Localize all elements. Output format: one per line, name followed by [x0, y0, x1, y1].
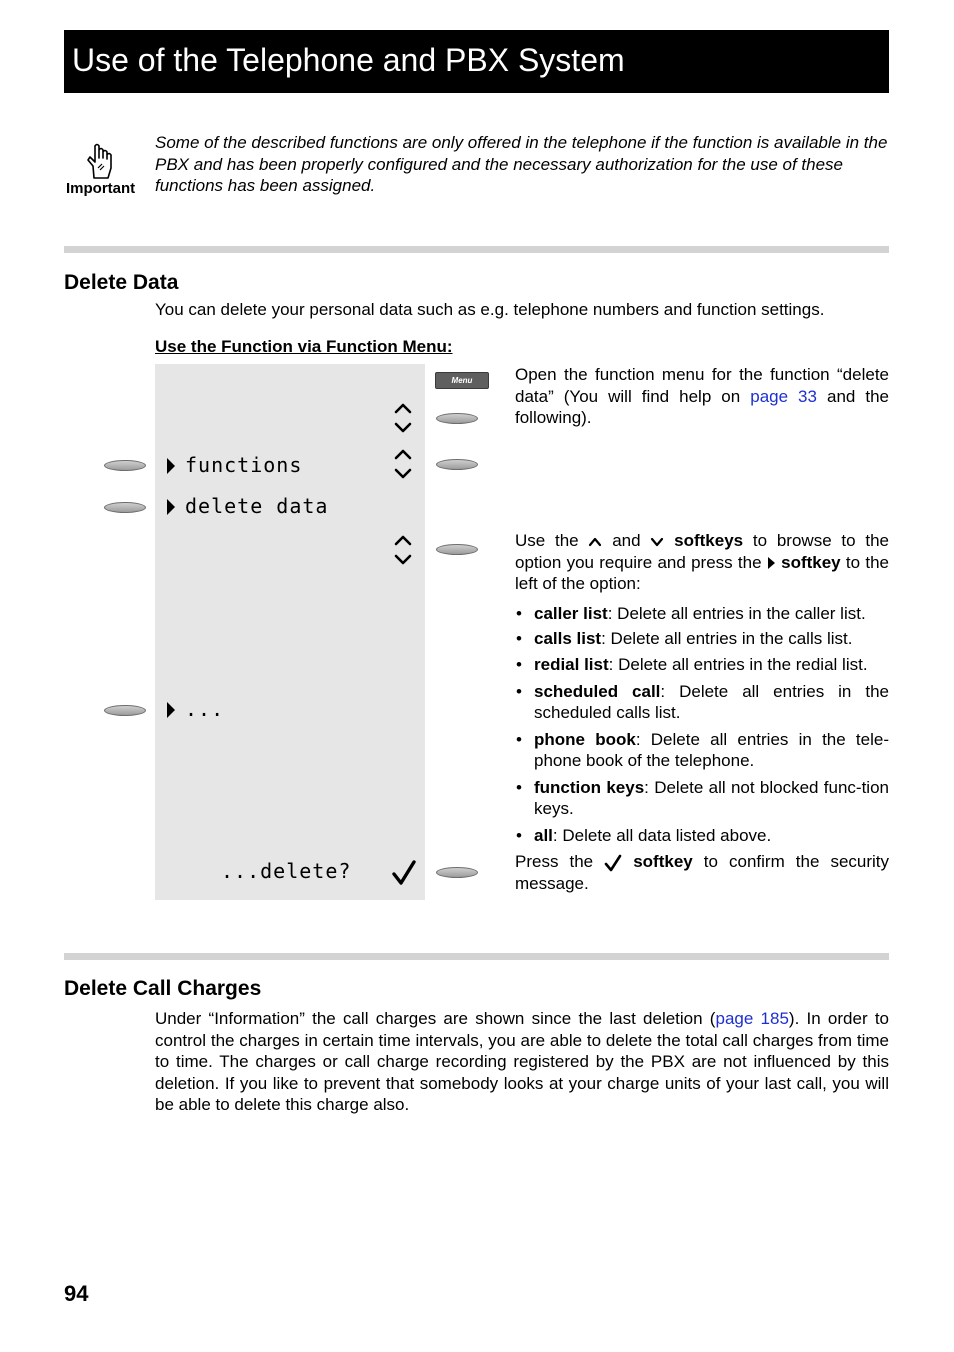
select-arrow-icon: [165, 700, 177, 720]
display-line-delete-prompt: ...delete?: [221, 859, 352, 883]
step-browse-softkeys: softkeys: [674, 531, 744, 550]
step-confirm-end: to confirm the security message.: [515, 852, 890, 893]
list-item: • all: Delete all data listed above.: [515, 825, 889, 847]
step-confirm-press: Press the: [515, 852, 594, 871]
right-softkey[interactable]: [436, 413, 478, 424]
list-item: • caller list: Delete all entries in the caller list.: [515, 603, 889, 625]
step-browse-mid: to browse to the option you require and press the: [515, 531, 890, 572]
right-softkey[interactable]: [436, 459, 478, 470]
page-link[interactable]: page 185: [715, 1009, 789, 1028]
step-browse-softkey: softkey: [781, 552, 841, 572]
delete-call-charges-text: Under “Information” the call charges are shown since the last deletion (page 185). In order to control the charges in certain time intervals, you are able to delete the total call charges from time to time. The charges or call charge recording registered by the PBX are not influenced by this deletion. If you like to prevent that somebody looks at your charge units of your last call, you will be able to delete this charge also.: [155, 1009, 890, 1114]
list-item: • function keys: Delete all not blocked func-tion keys.: [515, 777, 889, 820]
step-confirm-softkey: softkey: [633, 852, 693, 871]
step-browse-end: to the left of the option:: [515, 552, 889, 593]
step-browse: [515, 530, 889, 595]
up-down-arrows-icon: [393, 402, 413, 434]
display-line-functions: functions: [185, 453, 303, 477]
left-softkey[interactable]: [104, 705, 146, 716]
list-item: • scheduled call: Delete all entries in the scheduled calls list.: [515, 681, 889, 724]
checkmark-icon: [391, 859, 417, 887]
list-item: • redial list: Delete all entries in the redial list.: [515, 654, 889, 676]
select-arrow-icon: [165, 497, 177, 517]
right-softkey[interactable]: [436, 544, 478, 555]
up-arrow-icon: [588, 536, 602, 548]
function-menu-subheading: Use the Function via Function Menu:: [155, 337, 453, 356]
up-down-arrows-icon: [393, 448, 413, 480]
step-open-menu-text: Open the function menu for the function “delete data” (You will find help on: [515, 365, 889, 406]
down-arrow-icon: [650, 536, 664, 548]
display-line-delete-data: delete data: [185, 494, 329, 518]
delete-data-heading: Delete Data: [64, 271, 179, 294]
important-note-text: Some of the described functions are only offered in the telephone if the function is available in the PBX and has been properly configured and the necessary authorization for the use of these functions has been assigned.: [155, 133, 888, 195]
select-arrow-icon: [165, 456, 177, 476]
list-item: • calls list: Delete all entries in the calls list.: [515, 628, 889, 650]
delete-options-list: [515, 603, 889, 846]
section-divider: [64, 246, 889, 253]
page-title: Use of the Telephone and PBX System: [72, 42, 625, 78]
step-browse-use: Use the: [515, 531, 579, 550]
phone-display: [155, 364, 425, 900]
display-line-ellipsis: ...: [185, 697, 225, 721]
section-divider: [64, 953, 889, 960]
page-number: 94: [64, 1281, 89, 1306]
left-softkey[interactable]: [104, 460, 146, 471]
pointing-hand-icon: [84, 140, 116, 180]
list-item: • phone book: Delete all entries in the tele-phone book of the telephone.: [515, 729, 889, 772]
page-title-bar: [64, 30, 889, 93]
step-open-menu-text-end: and the following).: [515, 386, 889, 427]
delete-data-intro: You can delete your personal data such as e.g. telephone numbers and function settings.: [155, 300, 825, 319]
page-link[interactable]: page 33: [750, 386, 817, 406]
step-browse-and: and: [612, 531, 641, 550]
menu-key[interactable]: Menu: [435, 372, 489, 389]
up-down-arrows-icon: [393, 534, 413, 566]
step-confirm: [515, 851, 889, 894]
delete-call-charges-heading: Delete Call Charges: [64, 977, 262, 1000]
important-label: Important: [66, 180, 136, 197]
step-open-menu: [515, 364, 889, 429]
left-softkey[interactable]: [104, 502, 146, 513]
checkmark-icon: [604, 854, 622, 872]
right-softkey[interactable]: [436, 867, 478, 878]
select-arrow-icon: [767, 556, 776, 570]
